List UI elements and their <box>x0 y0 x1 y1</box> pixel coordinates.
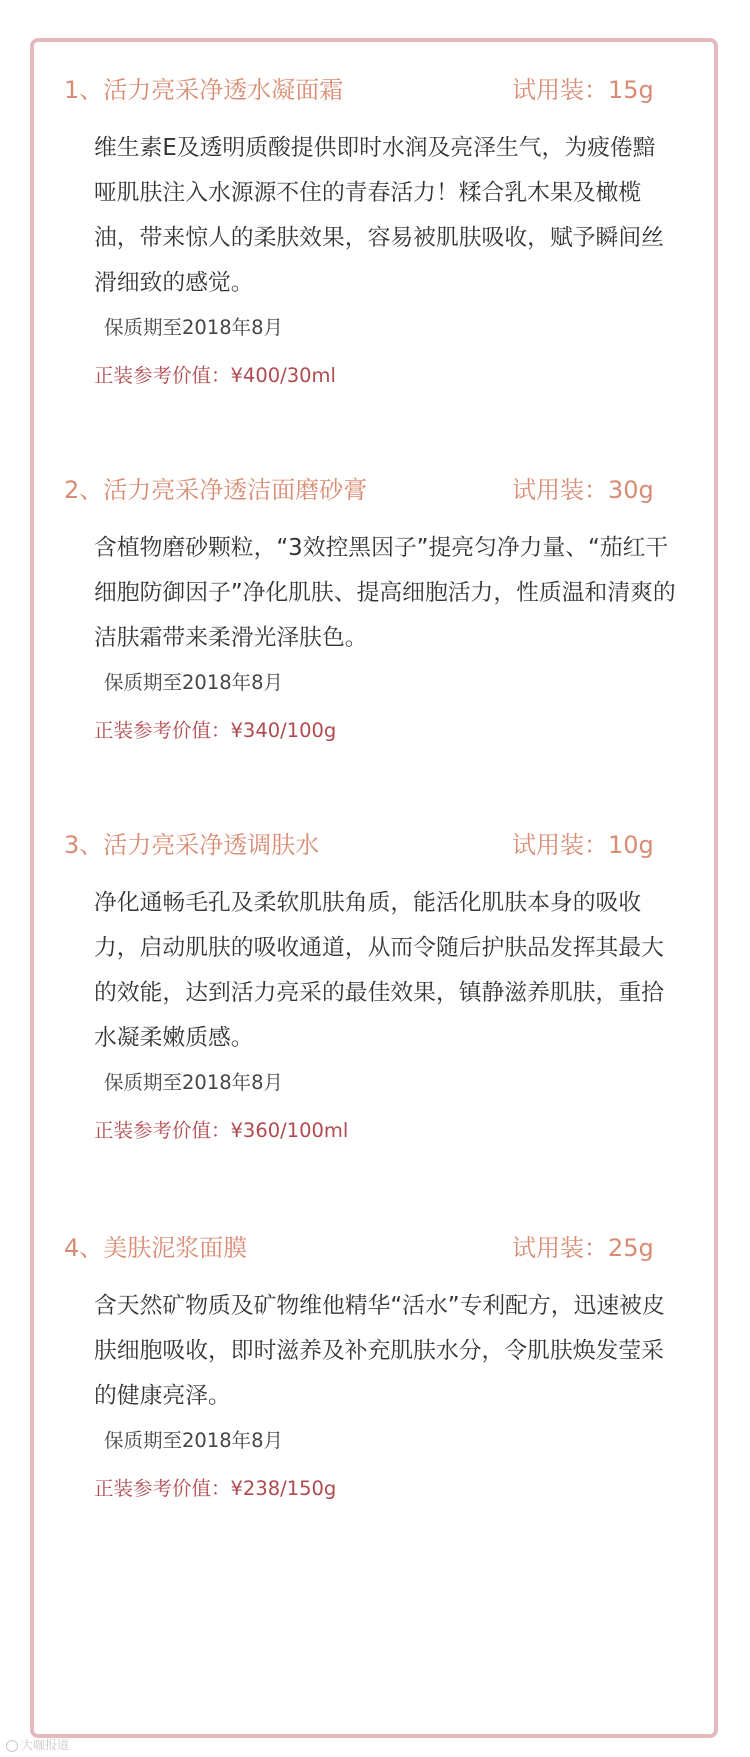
product-heading <box>64 825 684 865</box>
product-name: 3、活力亮采净透调肤水 <box>64 831 320 859</box>
product-item <box>64 470 684 749</box>
trial-size: 试用装：25g <box>512 1234 654 1262</box>
watermark-icon <box>6 1740 18 1752</box>
product-description: 净化通畅毛孔及柔软肌肤角质，能活化肌肤本身的吸收力，启动肌肤的吸收通道，从而令随后护肤品发挥其最大的效能，达到活力亮采的最佳效果，镇静滋养肌肤，重拾水凝柔嫩质感。 <box>94 890 664 1051</box>
product-heading <box>64 470 684 510</box>
reference-price: 正装参考价值：¥340/100g <box>94 719 337 742</box>
watermark-text: 大咖报道 <box>21 1738 70 1752</box>
product-item <box>64 70 684 394</box>
product-name: 4、美肤泥浆面膜 <box>64 1234 248 1262</box>
shelf-life: 保质期至2018年8月 <box>104 316 284 339</box>
trial-size: 试用装：30g <box>512 476 654 504</box>
product-heading <box>64 1228 684 1268</box>
shelf-life: 保质期至2018年8月 <box>104 1071 284 1094</box>
trial-size: 试用装：15g <box>512 76 654 104</box>
product-description: 维生素E及透明质酸提供即时水润及亮泽生气，为疲倦黯哑肌肤注入水源源不住的青春活力！糅合乳木果及橄榄油，带来惊人的柔肤效果，容易被肌肤吸收，赋予瞬间丝滑细致的感觉。 <box>94 135 664 296</box>
trial-size: 试用装：10g <box>512 831 654 859</box>
product-item <box>64 1228 684 1507</box>
reference-price: 正装参考价值：¥238/150g <box>94 1477 337 1500</box>
content-frame <box>30 38 718 1738</box>
reference-price: 正装参考价值：¥400/30ml <box>94 364 336 387</box>
shelf-life: 保质期至2018年8月 <box>104 1429 284 1452</box>
product-heading <box>64 70 684 110</box>
reference-price: 正装参考价值：¥360/100ml <box>94 1119 349 1142</box>
product-description: 含植物磨砂颗粒，“3效控黑因子”提亮匀净力量、“茄红干细胞防御因子”净化肌肤、提高细胞活力，性质温和清爽的洁肤霜带来柔滑光泽肤色。 <box>94 535 676 651</box>
product-name: 2、活力亮采净透洁面磨砂膏 <box>64 476 368 504</box>
shelf-life: 保质期至2018年8月 <box>104 671 284 694</box>
watermark <box>6 1737 69 1753</box>
product-name: 1、活力亮采净透水凝面霜 <box>64 76 344 104</box>
product-item <box>64 825 684 1149</box>
product-description: 含天然矿物质及矿物维他精华“活水”专利配方，迅速被皮肤细胞吸收，即时滋养及补充肌肤水分，令肌肤焕发莹采的健康亮泽。 <box>94 1293 665 1409</box>
